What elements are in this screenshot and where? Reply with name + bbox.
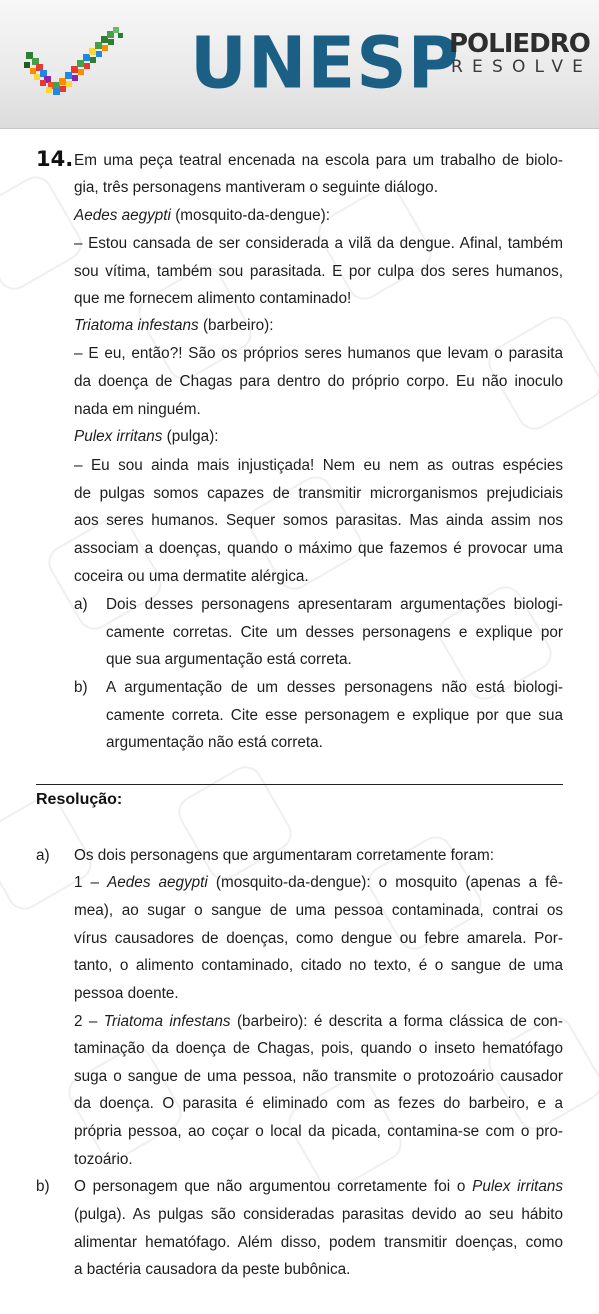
species-name: Pulex irritans: [472, 1178, 564, 1195]
question-number: 14.: [36, 147, 74, 171]
item-label: b): [36, 1178, 50, 1195]
question-line: aos seres humanos. Sequer somos parasitas. Mas ainda assim nos: [74, 512, 563, 529]
question-line: sou vítima, também sou parasitada. E por culpa dos seres humanos,: [74, 263, 563, 280]
resolution-line: Os dois personagens que argumentaram corretamente foram:: [74, 847, 495, 864]
speaker-desc: (pulga):: [162, 428, 219, 445]
question-line: de pulgas somos capazes de transmitir microrganismos prejudiciais: [74, 485, 563, 502]
resolution-text: (barbeiro): é descrita a forma clássica de con-: [230, 1013, 563, 1030]
resolution-line: tozoário.: [74, 1151, 133, 1168]
item-line: camente corretas. Cite um desses personagens e explique por: [106, 624, 563, 641]
unesp-brand: UNESP: [190, 20, 460, 105]
speaker-heading: [74, 206, 330, 226]
page-header: [0, 0, 599, 129]
checkmark-logo-icon: [20, 24, 130, 106]
speaker-desc: (barbeiro):: [198, 317, 274, 334]
resolution-line: suga o sangue de uma pessoa, não transmite o protozoário causador: [74, 1068, 563, 1085]
poliedro-brand: POLIEDRO: [449, 29, 590, 59]
item-label: a): [36, 847, 50, 864]
question-line: que me fornecem alimento contaminado!: [74, 290, 352, 307]
resolution-line: mea), ao sugar o sangue de uma pessoa contaminada, contrai os: [74, 902, 563, 919]
question-line: da doença de Chagas para dentro do próprio corpo. Eu não inoculo: [74, 373, 563, 390]
resolution-line: vírus causadores de doenças, como dengue ou febre amarela. Por-: [74, 930, 563, 947]
question-line: nada em ninguém.: [74, 401, 201, 418]
question-line: – Eu sou ainda mais injustiçada! Nem eu nem as outras espécies: [74, 457, 563, 474]
species-name: Triatoma infestans: [103, 1013, 231, 1030]
item-line: que sua argumentação está correta.: [106, 651, 352, 668]
resolution-line: própria pessoa, ao coçar o local da picada, contamina-se com o pro-: [74, 1123, 563, 1140]
question-line: Em uma peça teatral encenada na escola para um trabalho de biolo-: [74, 152, 563, 169]
section-divider: [36, 784, 563, 785]
speaker-heading: [74, 316, 274, 336]
question-line: – E eu, então?! São os próprios seres humanos que levam o parasita: [74, 345, 563, 362]
item-line: A argumentação de um desses personagens não está biologi-: [106, 679, 563, 696]
question-line: – Estou cansada de ser considerada a vilã da dengue. Afinal, também: [74, 235, 563, 252]
item-line: Dois desses personagens apresentaram argumentações biologi-: [106, 596, 563, 613]
question-line: associam a doenças, quando o máximo que fazemos é provocar uma: [74, 540, 563, 557]
item-label: b): [74, 679, 88, 696]
resolution-text: (mosquito-da-dengue): o mosquito (apenas a fê-: [207, 874, 564, 891]
resolution-line: pessoa doente.: [74, 985, 179, 1002]
resolution-line: (pulga). As pulgas são consideradas parasitas devido ao seu hábito: [74, 1206, 563, 1223]
species-name: Aedes aegypti: [107, 874, 208, 891]
resolution-line: taminação da doença de Chagas, pois, quando o inseto hematófago: [74, 1040, 563, 1057]
speaker-desc: (mosquito-da-dengue):: [170, 207, 330, 224]
speaker-name: Pulex irritans: [74, 428, 163, 445]
question-line: coceira ou uma dermatite alérgica.: [74, 568, 309, 585]
speaker-heading: [74, 427, 219, 447]
resolution-prefix: 1 –: [74, 874, 108, 891]
speaker-name: Triatoma infestans: [74, 317, 199, 334]
question-line: gia, três personagens mantiveram o seguinte diálogo.: [74, 179, 438, 196]
resolution-line: tanto, o alimento contaminado, citado no texto, é o sangue de uma: [74, 957, 563, 974]
resolution-line: [74, 873, 563, 893]
speaker-name: Aedes aegypti: [74, 207, 171, 224]
resolution-prefix: 2 –: [74, 1013, 104, 1030]
item-line: camente correta. Cite esse personagem e explique por que sua: [106, 707, 563, 724]
resolution-line: da doença. O parasita é eliminado com as fezes do barbeiro, e a: [74, 1095, 563, 1112]
item-line: argumentação não está correta.: [106, 734, 323, 751]
resolve-brand: RESOLVE: [451, 57, 593, 77]
item-label: a): [74, 596, 88, 613]
resolution-title: Resolução:: [36, 791, 123, 808]
resolution-line: a bactéria causadora da peste bubônica.: [74, 1261, 351, 1278]
resolution-text: O personagem que não argumentou corretamente foi o: [74, 1178, 473, 1195]
resolution-line: alimentar hematófago. Além disso, podem transmitir doenças, como: [74, 1234, 563, 1251]
resolution-line: [74, 1177, 563, 1197]
resolution-line: [74, 1012, 563, 1032]
